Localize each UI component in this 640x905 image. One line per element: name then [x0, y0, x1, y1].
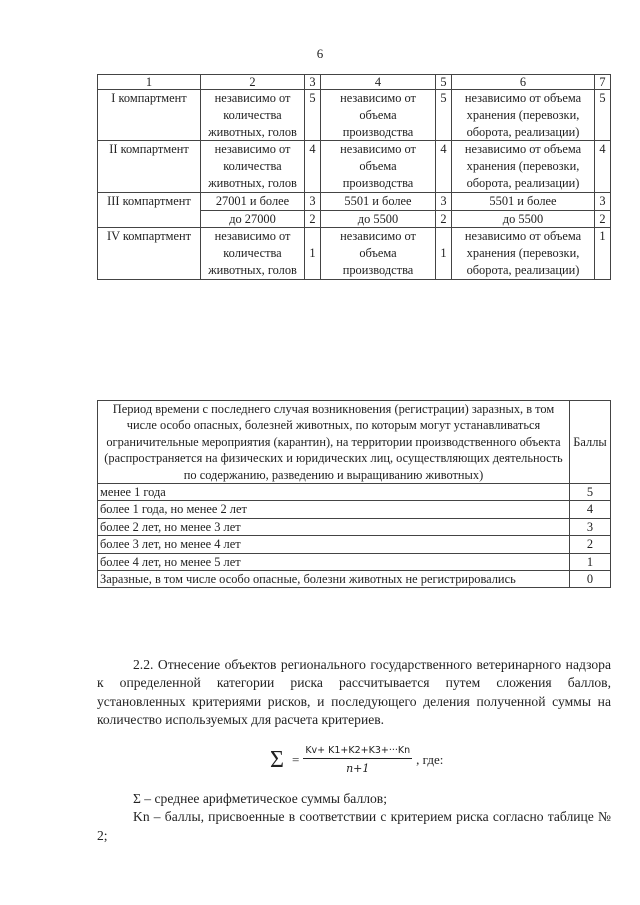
paragraph-2-2: 2.2. Отнесение объектов регионального государственного ветеринарного надзора к определенной категории риска рассчитывается путем сложения баллов, установленных критериями рисков, и последующего деления полученной суммы на количество используемых для расчета критериев.: [97, 657, 611, 728]
header-cell: 5: [436, 75, 452, 90]
page-number: 6: [316, 46, 324, 61]
definition-kn: Kn – баллы, присвоенные в соответствии с критерием риска согласно таблице № 2;: [97, 809, 611, 843]
compartment-name: II компартмент: [98, 141, 201, 192]
score-cell: 1: [570, 553, 611, 570]
header-cell: 6: [452, 75, 595, 90]
period-label: Заразные, в том числе особо опасные, болезни животных не регистрировались: [98, 571, 570, 588]
header-cell: 3: [305, 75, 321, 90]
table-header-row: [98, 75, 611, 90]
production-volume: 5501 и более: [321, 192, 436, 210]
score-cell: 1: [436, 228, 452, 279]
formula-tail: , где:: [416, 752, 444, 767]
header-cell: 1: [98, 75, 201, 90]
score-cell: 2: [570, 536, 611, 553]
score-cell: 4: [436, 141, 452, 192]
storage-volume: независимо от объема хранения (перевозки, оборота, реализации): [452, 141, 595, 192]
animal-count: независимо от количества животных, голов: [201, 90, 305, 141]
storage-volume: до 5500: [452, 210, 595, 228]
period-label: более 2 лет, но менее 3 лет: [98, 518, 570, 535]
table-row: [98, 484, 611, 501]
score-cell: 5: [305, 90, 321, 141]
table-row: [98, 90, 611, 141]
disease-period-table: [97, 400, 611, 588]
score-cell: 4: [305, 141, 321, 192]
header-cell: 4: [321, 75, 436, 90]
animal-count: 27001 и более: [201, 192, 305, 210]
score-cell: 2: [305, 210, 321, 228]
score-cell: 4: [570, 501, 611, 518]
production-volume: до 5500: [321, 210, 436, 228]
score-cell: 2: [595, 210, 611, 228]
production-volume: независимо от объема производства: [321, 228, 436, 279]
score-cell: 3: [436, 192, 452, 210]
sigma-symbol: Σ: [270, 746, 284, 773]
animal-count: независимо от количества животных, голов: [201, 228, 305, 279]
score-cell: 1: [305, 228, 321, 279]
score-cell: 3: [570, 518, 611, 535]
table-header-row: [98, 401, 611, 484]
body-paragraph: [97, 656, 611, 730]
production-volume: независимо от объема производства: [321, 90, 436, 141]
header-cell: 2: [201, 75, 305, 90]
denominator: n+1: [346, 762, 370, 775]
equals-sign: =: [291, 752, 300, 767]
score-cell: 4: [595, 141, 611, 192]
table-row: [98, 553, 611, 570]
production-volume: независимо от объема производства: [321, 141, 436, 192]
storage-volume: 5501 и более: [452, 192, 595, 210]
period-label: менее 1 года: [98, 484, 570, 501]
score-cell: 5: [595, 90, 611, 141]
definition-sigma: Σ – среднее арифметическое суммы баллов;: [133, 791, 387, 806]
compartment-name: I компартмент: [98, 90, 201, 141]
compartment-name: III компартмент: [98, 192, 201, 228]
table-row: [98, 518, 611, 535]
storage-volume: независимо от объема хранения (перевозки, оборота, реализации): [452, 90, 595, 141]
period-header: Период времени с последнего случая возникновения (регистрации) заразных, в том числе особо опасных, болезней животных, по которым могут устанавливаться ограничительные мероприятия (карантин), на территории производственного объекта (распространяется на физических и юридических лиц, осуществляющих деятельность по содержанию, разведению и выращиванию животных): [98, 401, 570, 484]
table-row: [98, 228, 611, 279]
table-row: [98, 536, 611, 553]
animal-count: независимо от количества животных, голов: [201, 141, 305, 192]
storage-volume: независимо от объема хранения (перевозки, оборота, реализации): [452, 228, 595, 279]
compartment-table: [97, 74, 611, 280]
table-row: [98, 192, 611, 210]
score-cell: 5: [436, 90, 452, 141]
score-cell: 0: [570, 571, 611, 588]
numerator: Kv+ K1+K2+K3+···Kn: [303, 745, 412, 759]
period-label: более 1 года, но менее 2 лет: [98, 501, 570, 518]
score-cell: 3: [305, 192, 321, 210]
table-row: [98, 141, 611, 192]
score-cell: 5: [570, 484, 611, 501]
score-header: Баллы: [570, 401, 611, 484]
formula: [270, 745, 443, 775]
fraction: [303, 745, 412, 775]
table-row: [98, 571, 611, 588]
animal-count: до 27000: [201, 210, 305, 228]
header-cell: 7: [595, 75, 611, 90]
table-row: [98, 501, 611, 518]
period-label: более 3 лет, но менее 4 лет: [98, 536, 570, 553]
compartment-name: IV компартмент: [98, 228, 201, 279]
score-cell: 3: [595, 192, 611, 210]
definitions: [97, 790, 611, 845]
score-cell: 1: [595, 228, 611, 279]
score-cell: 2: [436, 210, 452, 228]
period-label: более 4 лет, но менее 5 лет: [98, 553, 570, 570]
